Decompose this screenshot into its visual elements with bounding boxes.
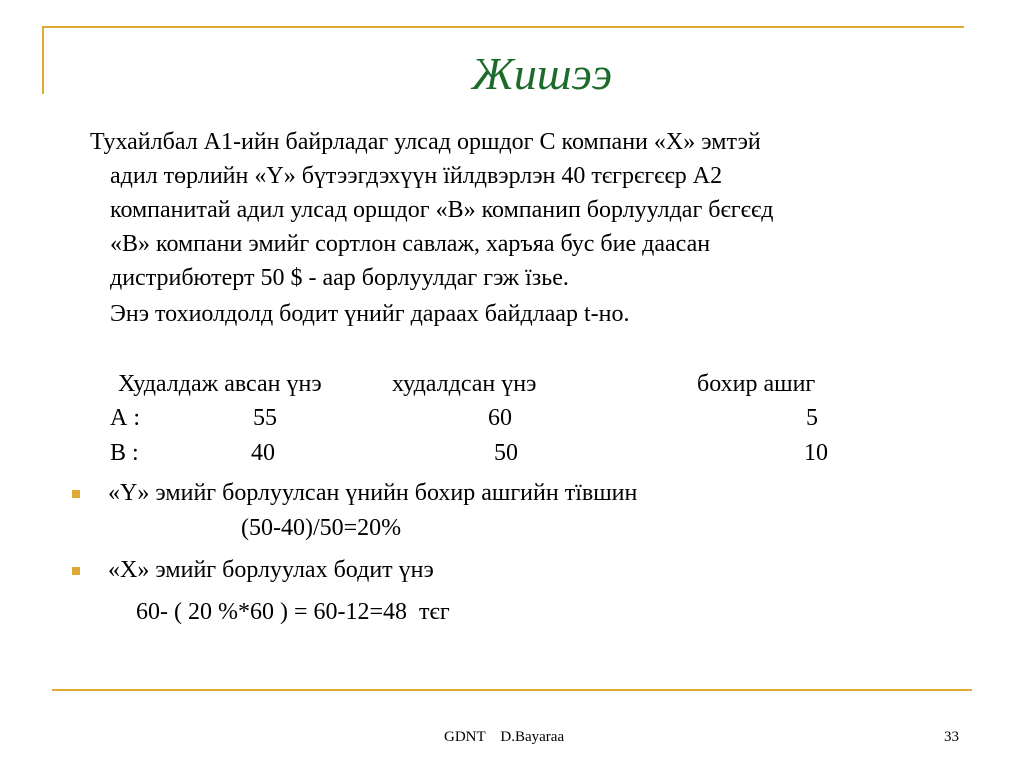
top-rule	[42, 26, 964, 28]
paragraph-second-line: Энэ тохиолдолд бодит үнийг дараах байдлаар t-но.	[110, 301, 630, 327]
intro-paragraph	[90, 125, 970, 331]
paragraph-line: адил төрлийн «Y» бүтээгдэхүүн ïйлдвэрлэн 40 тєгрєгєєр А2	[110, 163, 723, 189]
header-sale-price: худалдсан үнэ	[392, 371, 537, 397]
formula-text: (50-40)/50=20%	[241, 515, 402, 541]
bullet-text: «Х» эмийг борлуулах бодит үнэ	[108, 557, 434, 583]
page-number: 33	[944, 729, 959, 745]
row-b-sale: 50	[494, 440, 518, 466]
slide-title: Жишээ	[471, 48, 613, 99]
formula-text: 60- ( 20 %*60 ) = 60-12=48 тєг	[136, 599, 450, 625]
header-gross-profit: бохир ашиг	[697, 371, 816, 397]
header-purchase-price: Худалдаж авсан үнэ	[118, 371, 322, 397]
footer-center: GDNT D.Bayaraa	[444, 729, 565, 745]
row-label-b: В :	[110, 440, 139, 466]
row-b-profit: 10	[804, 440, 828, 466]
bullet-text: «Y» эмийг борлуулсан үнийн бохир ашгийн тïвшин	[108, 480, 638, 506]
paragraph-line: компанитай адил улсад оршдог «В» компанип борлуулдаг бєгєєд	[110, 197, 774, 223]
row-a-profit: 5	[806, 405, 818, 431]
bullet-square-icon	[72, 490, 80, 498]
row-a-purchase: 55	[253, 405, 277, 431]
row-label-a: А :	[110, 405, 140, 431]
bottom-rule	[52, 689, 972, 691]
paragraph-line: «В» компани эмийг сортлон савлаж, харъяа бус бие даасан	[110, 231, 711, 257]
row-a-sale: 60	[488, 405, 512, 431]
paragraph-line: Тухайлбал А1-ийн байрладаг улсад оршдог С компани «Х» эмтэй	[90, 129, 761, 155]
bullet-square-icon	[72, 567, 80, 575]
row-b-purchase: 40	[251, 440, 275, 466]
paragraph-line: дистрибютерт 50 $ - аар борлуулдаг гэж ïзье.	[110, 265, 569, 291]
